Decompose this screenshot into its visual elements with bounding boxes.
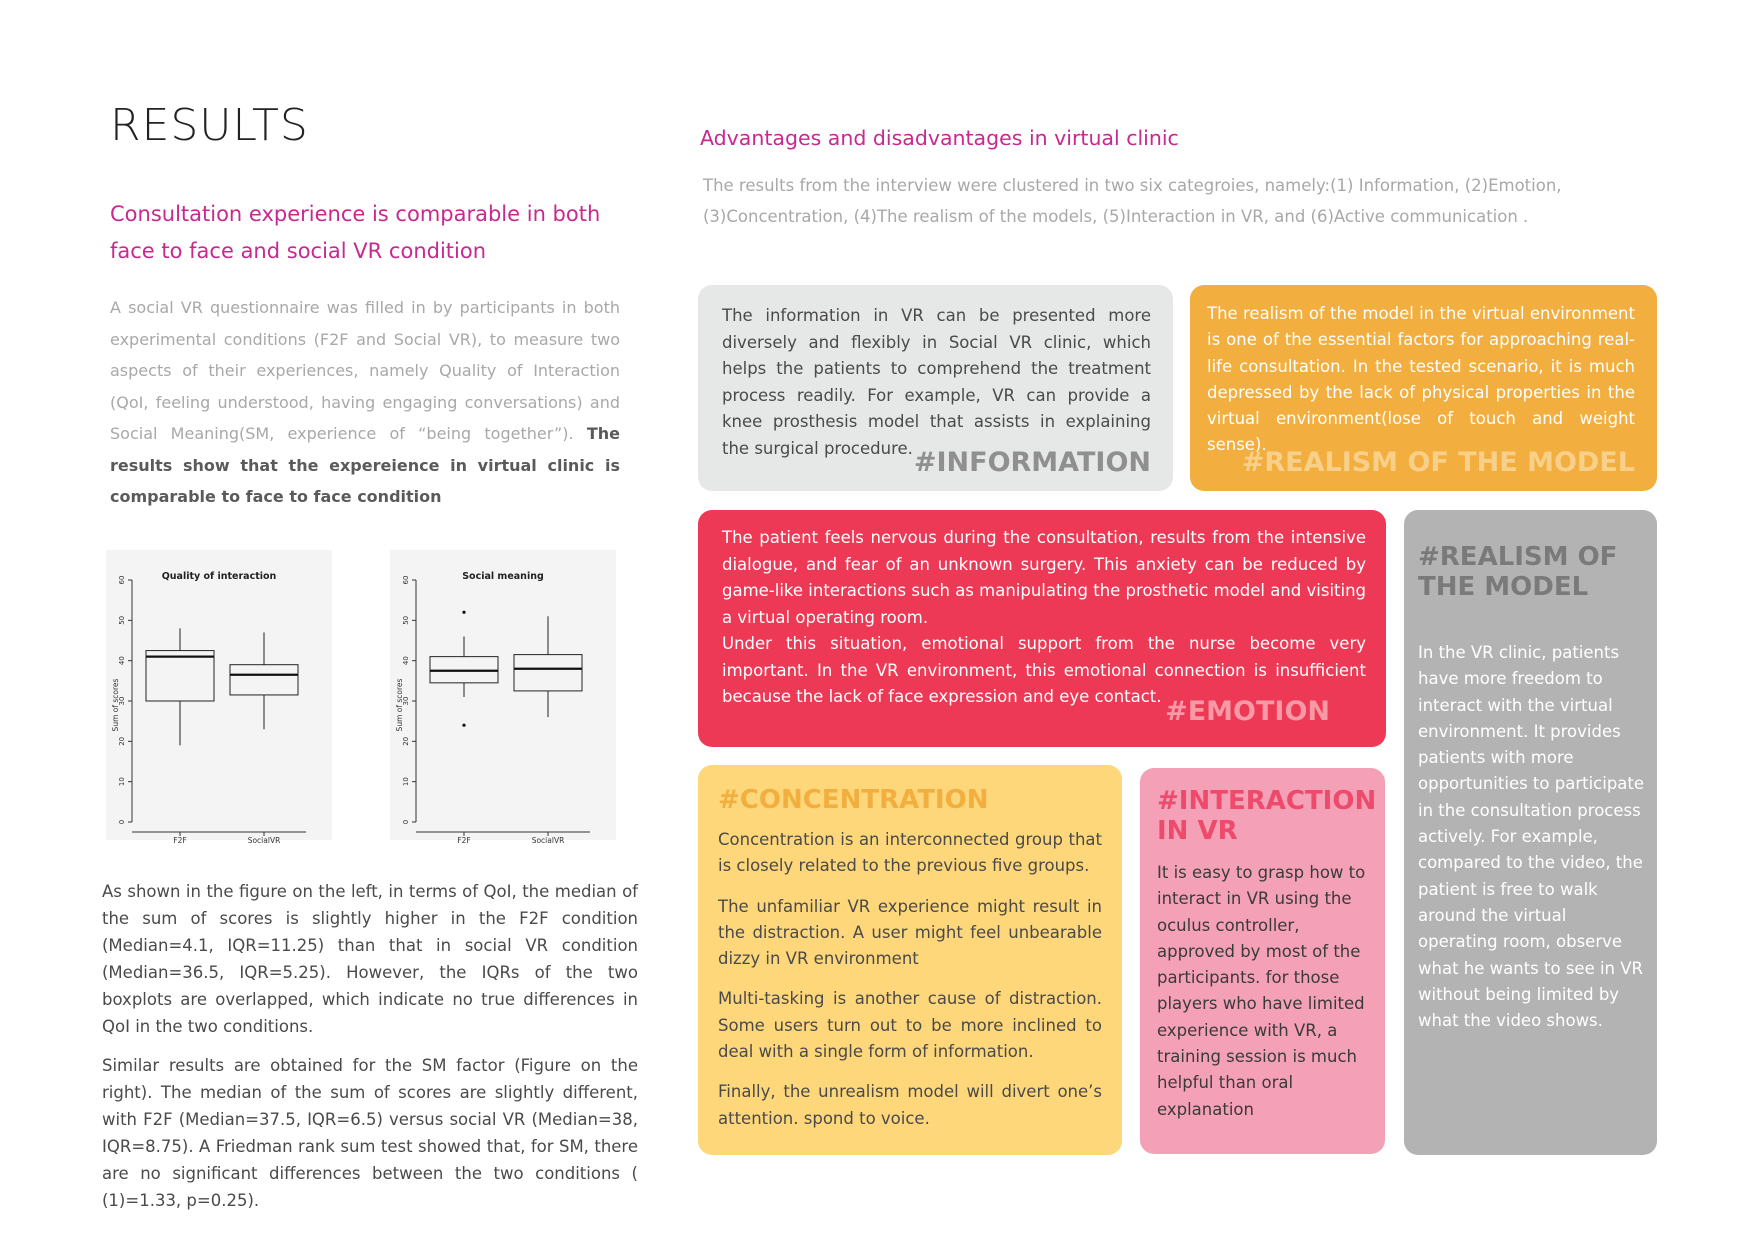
analysis-paragraph-1: As shown in the figure on the left, in terms of QoI, the median of the sum of scores is slightly higher in the F2F condition (Median=4.1, IQR=11.25) than that in social VR condition (Median=36.5, IQR=5.25). However, the IQRs of the two boxplots are overlapped, which indicate no true differences in QoI in the two conditions. — [102, 882, 638, 1036]
card-interaction — [1140, 768, 1385, 1154]
y-tick-label: 50 — [118, 615, 126, 625]
card-active-text: In the VR clinic, patients have more freedom to interact with the virtual environment. It provides patients with more opportunities to participate in the consultation process actively. For example, compared to the video, the patient is free to walk around the virtual operating room, observe what he wants to see in VR without being limited by what the video shows. — [1418, 643, 1645, 1031]
card-active-communication — [1404, 510, 1657, 1155]
y-axis-label: Sum of scores — [111, 678, 120, 732]
card-information-text: The information in VR can be presented more diversely and flexibly in Social VR clinic, which helps the patients to comprehend the treatment process readily. For example, VR can provide a knee prosthesis model that assists in explaining the surgical procedure. — [722, 306, 1151, 458]
card-realism — [1190, 285, 1657, 491]
card-realism-text: The realism of the model in the virtual environment is one of the essential factors for approaching real-life consultation. In the tested scenario, it is much depressed by the lack of physical properties in the virtual environment(lose of touch and weight sense). — [1207, 304, 1635, 455]
y-tick-label: 0 — [118, 819, 126, 825]
card-emotion-text-2: Under this situation, emotional support from the nurse become very important. In the VR environment, this emotional connection is insufficient because the lack of face expression and eye contact. — [722, 634, 1366, 706]
y-tick-label: 10 — [118, 777, 126, 787]
x-tick-label: SocialVR — [531, 836, 565, 845]
y-tick-label: 60 — [118, 575, 126, 585]
right-heading: Advantages and disadvantages in virtual clinic — [700, 126, 1179, 150]
y-tick-label: 30 — [118, 696, 126, 706]
card-concentration-p2: The unfamiliar VR experience might result in the distraction. A user might feel unbearable dizzy in VR environment — [718, 896, 1102, 969]
y-tick-label: 40 — [402, 656, 410, 666]
left-subheading: Consultation experience is comparable in both face to face and social VR condition — [110, 202, 601, 263]
card-concentration — [698, 765, 1122, 1155]
y-tick-label: 10 — [402, 777, 410, 787]
x-tick-label: SocialVR — [247, 836, 281, 845]
card-active-tag: #REALISM OF THE MODEL — [1418, 542, 1618, 602]
chart-title: Quality of interaction — [161, 571, 277, 582]
y-tick-label: 50 — [402, 615, 410, 625]
boxplot-quality-of-interaction — [106, 550, 332, 845]
y-tick-label: 0 — [402, 819, 410, 825]
card-concentration-tag: #CONCENTRATION — [718, 785, 989, 815]
card-emotion-text-1: The patient feels nervous during the consultation, results from the intensive dialogue, and fear of an unknown surgery. This anxiety can be reduced by game-like interactions such as manipulating the prosthetic model and visiting a virtual operating room. — [722, 528, 1367, 627]
right-intro: The results from the interview were clustered in two six categroies, namely:(1) Information, (2)Emotion,(3)Concentration, (4)The realism of the models, (5)Interaction in VR, and (6)Active communication . — [703, 176, 1562, 226]
x-tick-label: F2F — [173, 836, 187, 845]
analysis-paragraph-2: Similar results are obtained for the SM factor (Figure on the right). The median of the sum of scores are slightly different, with F2F (Median=37.5, IQR=6.5) versus social VR (Median=38, IQR=8.75). A Friedman rank sum test showed that, for SM, there are no significant differences between the two conditions ( (1)=1.33, p=0.25). — [102, 1056, 638, 1210]
intro-bold: The results show that the expereience in virtual clinic is comparable to face to face condition — [110, 424, 620, 506]
card-concentration-p4: Finally, the unrealism model will divert one’s attention. spond to voice. — [718, 1082, 1102, 1128]
card-information-tag: #INFORMATION — [913, 447, 1151, 478]
card-concentration-p3: Multi-tasking is another cause of distraction. Some users turn out to be more inclined to deal with a single form of information. — [718, 989, 1102, 1062]
boxplot-social-meaning — [390, 550, 616, 845]
card-emotion — [698, 510, 1386, 747]
outlier-point — [462, 724, 465, 727]
page-title: RESULTS — [110, 100, 309, 151]
y-tick-label: 20 — [118, 736, 126, 746]
card-interaction-tag: #INTERACTION IN VR — [1157, 786, 1377, 846]
y-tick-label: 30 — [402, 696, 410, 706]
intro-text: A social VR questionnaire was filled in by participants in both experimental conditions (F2F and Social VR), to measure two aspects of their experiences, namely Quality of Interaction (QoI, feeling understood, having engaging conversations) and Social Meaning(SM, experience of “being together”). — [110, 298, 620, 443]
chart-background — [390, 550, 616, 840]
x-tick-label: F2F — [457, 836, 471, 845]
card-emotion-tag: #EMOTION — [1165, 696, 1330, 727]
outlier-point — [462, 611, 465, 614]
y-tick-label: 60 — [402, 575, 410, 585]
y-axis-label: Sum of scores — [395, 678, 404, 732]
analysis-text — [102, 878, 638, 1226]
intro-paragraph — [110, 292, 620, 513]
card-realism-tag: #REALISM OF THE MODEL — [1241, 447, 1635, 478]
card-concentration-p1: Concentration is an interconnected group that is closely related to the previous five groups. — [718, 830, 1102, 876]
y-tick-label: 40 — [118, 656, 126, 666]
y-tick-label: 20 — [402, 736, 410, 746]
chart-title: Social meaning — [462, 571, 544, 582]
card-information — [698, 285, 1173, 491]
card-interaction-text: It is easy to grasp how to interact in VR using the oculus controller, approved by most of the participants. for those players who have limited experience with VR, a training session is much helpful than oral explanation — [1157, 863, 1366, 1119]
